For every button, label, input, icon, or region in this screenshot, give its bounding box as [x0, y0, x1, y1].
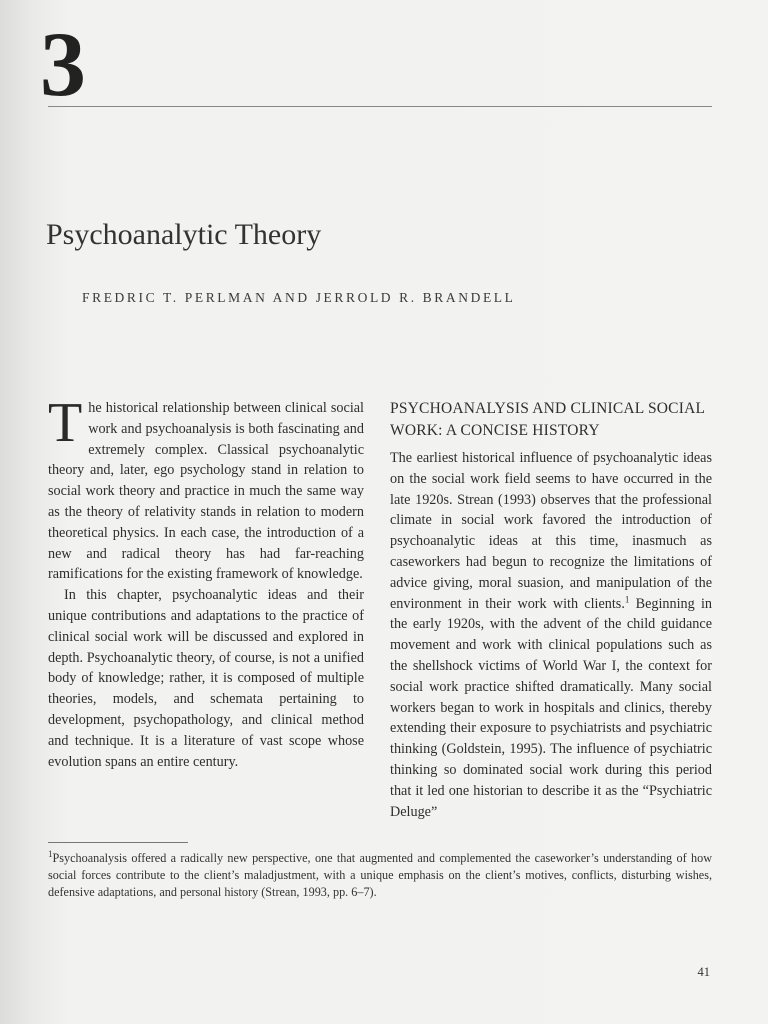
footnote-marker: 1 [48, 848, 53, 859]
left-column [48, 392, 364, 772]
intro-paragraph-text: he historical relationship between clinical social work and psychoanalysis is both fascinating and extremely complex. Classical psychoanalytic theory and, later, ego psychology stand in relation to social work theory and practice in much the same way as the theory of relativity stands in relation to modern theoretical physics. In each case, the introduction of a new and radical theory has had far-reaching ramifications for the existing framework of knowledge. [48, 400, 364, 583]
chapter-title: Psychoanalytic Theory [46, 218, 322, 251]
footnote [48, 850, 712, 902]
footnote-text: Psychoanalysis offered a radically new perspective, one that augmented and complemented the caseworker’s understanding of how social forces contribute to the client’s maladjustment, with a unique emphasis on the client’s motives, conflicts, disturbing wishes, defensive adaptations, and personal history (Strean, 1993, pp. 6–7). [48, 851, 712, 900]
footnote-reference: 1 [624, 593, 630, 604]
history-paragraph-text-1: The earliest historical influence of psychoanalytic ideas on the social work field seems to have occurred in the late 1920s. Strean (1993) observes that the professional climate in social work favored the introduction of psychoanalytic ideas at this time, inasmuch as caseworkers had begun to recognize the limitations of advice giving, moral suasion, and manipulation of the environment in their work with clients. [390, 450, 712, 612]
chapter-number: 3 [40, 13, 86, 115]
history-paragraph-text-2: Beginning in the early 1920s, with the advent of the child guidance movement and work with clinical populations such as the shellshock victims of World War I, the context for social work practice shifted dramatically. Many social workers began to work in hospitals and clinics, thereby extending their exposure to psychiatrists and psychiatric thinking (Goldstein, 1995). The influence of psychiatric thinking so dominated social work during this period that it led one historian to describe it as the “Psychiatric Deluge” [390, 595, 712, 820]
right-column [390, 398, 712, 822]
drop-cap: T [48, 392, 83, 454]
footnote-rule [48, 842, 188, 843]
history-paragraph [390, 448, 712, 822]
chapter-authors: FREDRIC T. PERLMAN AND JERROLD R. BRANDELL [82, 290, 516, 305]
header-rule [48, 106, 712, 107]
intro-paragraph [48, 392, 364, 585]
page-number: 41 [697, 965, 710, 979]
section-heading: PSYCHOANALYSIS AND CLINICAL SOCIAL WORK: A CONCISE HISTORY [390, 400, 705, 439]
chapter-overview-paragraph: In this chapter, psychoanalytic ideas and their unique contributions and adaptations to the practice of clinical social work will be discussed and explored in depth. Psychoanalytic theory, of course, is not a unified body of knowledge; rather, it is composed of multiple theories, models, and schemata pertaining to development, psychopathology, and clinical method and technique. It is a literature of vast scope whose evolution spans an entire century. [48, 587, 364, 770]
